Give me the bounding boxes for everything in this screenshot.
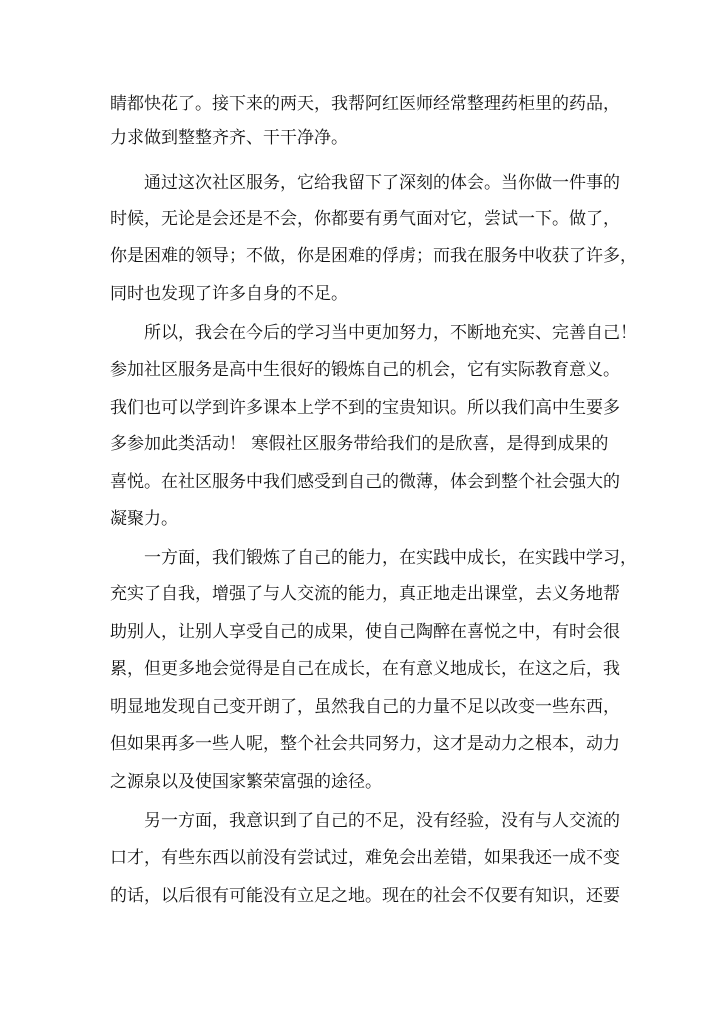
text-line: 助别人，让别人享受自己的成果，使自己陶醉在喜悦之中，有时会很 [110, 622, 620, 642]
text-line: 一方面，我们锻炼了自己的能力，在实践中成长，在实践中学习， [144, 548, 637, 568]
text-line: 参加社区服务是高中生很好的锻炼自己的机会，它有实际教育意义。 [110, 360, 620, 380]
text-line: 多参加此类活动！ 寒假社区服务带给我们的是欣喜，是得到成果的 [110, 434, 609, 454]
text-line: 通过这次社区服务，它给我留下了深刻的体会。当你做一件事的 [144, 173, 620, 193]
text-line: 另一方面，我意识到了自己的不足，没有经验，没有与人交流的 [144, 811, 620, 831]
text-line: 口才，有些东西以前没有尝试过，难免会出差错，如果我还一成不变 [110, 848, 620, 868]
text-line: 充实了自我，增强了与人交流的能力，真正地走出课堂，去义务地帮 [110, 584, 620, 604]
text-line: 明显地发现自己变开朗了，虽然我自己的力量不足以改变一些东西， [110, 697, 620, 717]
text-line: 的话，以后很有可能没有立足之地。现在的社会不仅要有知识，还要 [110, 886, 620, 906]
text-line: 力求做到整整齐齐、干干净净。 [110, 128, 348, 148]
text-line: 你是困难的领导；不做，你是困难的俘虏；而我在服务中收获了许多， [110, 246, 637, 266]
text-line: 所以，我会在今后的学习当中更加努力，不断地充实、完善自己！ [144, 323, 637, 343]
text-line: 同时也发现了许多自身的不足。 [110, 284, 348, 304]
text-line: 喜悦。在社区服务中我们感受到自己的微薄，体会到整个社会强大的 [110, 472, 620, 492]
text-line: 但如果再多一些人呢，整个社会共同努力，这才是动力之根本，动力 [110, 734, 620, 754]
text-line: 我们也可以学到许多课本上学不到的宝贵知识。所以我们高中生要多 [110, 398, 620, 418]
text-line: 之源泉以及使国家繁荣富强的途径。 [110, 772, 382, 792]
text-line: 睛都快花了。接下来的两天，我帮阿红医师经常整理药柜里的药品， [110, 94, 620, 114]
text-line: 凝聚力。 [110, 509, 178, 529]
text-line: 时候，无论是会还是不会，你都要有勇气面对它，尝试一下。做了， [110, 209, 620, 229]
text-line: 累，但更多地会觉得是自己在成长，在有意义地成长，在这之后，我 [110, 659, 620, 679]
